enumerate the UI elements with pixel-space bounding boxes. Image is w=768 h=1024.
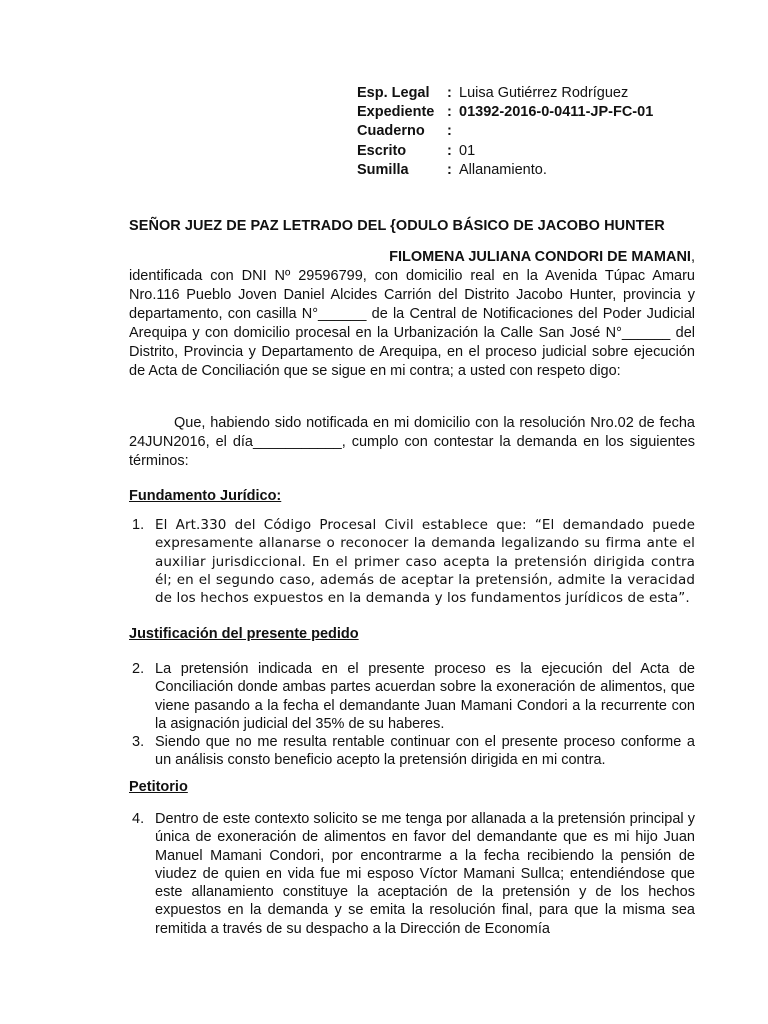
list-item-text: Dentro de este contexto solicito se me tenga por allanada a la pretensión principal y única de exoneración de alimentos en favor del demandante que es mi hijo Juan Manuel Mamani Condori, por encontrarme a la fecha recibiendo la pensión de viudez de quien en vida fue mi esposo Víctor Mamani Sullca; entendiéndose que este allanamiento constituye la aceptación de la pretensión y de los hechos expuestos en la demanda y se emita la resolución final, para que la misma sea remitida a través de su despacho a la Dirección de Economía [155,811,695,937]
header-row-esp-legal [357,84,653,103]
header-label: Sumilla [357,161,409,178]
petitioner-name-suffix: , [690,249,695,265]
petitioner-name-line [129,248,695,267]
header-row-sumilla [357,161,653,180]
list-item-number: 2. [132,661,145,677]
list-item [129,810,695,938]
case-header [357,84,653,180]
list-item-text: El Art.330 del Código Procesal Civil establece que: “El demandado puede expresamente allanarse o reconocer la demanda legalizando su firma ante el auxiliar jurisdiccional. En el primer caso acepta la pretensión dirigida contra él; en el segundo caso, además de aceptar la pretensión, admite la veracidad de los hechos expuestos en la demanda y los fundamentos jurídicos de esta”. [155,517,695,607]
list-item [129,733,695,770]
header-colon: : [447,85,452,101]
header-colon: : [447,161,452,178]
list-item-text: Siendo que no me resulta rentable continuar con el presente proceso conforme a un análisis consto beneficio acepto la pretensión dirigida en mi contra. [155,734,695,769]
list-item-text: La pretensión indicada en el presente proceso es la ejecución del Acta de Conciliación donde ambas partes acuerdan sobre la exoneración de alimentos, que viene pasando a la fecha el demandante Juan Mamani Condori a la recurrente con la asignación judicial del 35% de su haberes. [155,661,695,732]
header-value: Luisa Gutiérrez Rodríguez [459,85,629,101]
petitioner-name: FILOMENA JULIANA CONDORI DE MAMANI [389,249,691,265]
header-row-expediente [357,103,653,122]
list-item [129,660,695,733]
list-item [129,516,695,607]
header-value: Allanamiento. [459,161,547,178]
header-value [459,122,653,141]
section-title-justificacion: Justificación del presente pedido [129,626,359,642]
notification-paragraph: Que, habiendo sido notificada en mi domicilio con la resolución Nro.02 de fecha 24JUN2016, el día___________, cumplo con contestar la demanda en los siguientes términos: [129,415,695,469]
header-row-escrito [357,142,653,161]
list-item-number: 4. [132,811,145,827]
header-label: Expediente [357,104,435,121]
header-label: Cuaderno [357,123,425,140]
header-row-cuaderno [357,122,653,141]
header-value: 01 [459,142,476,159]
header-value: 01392-2016-0-0411-JP-FC-01 [459,104,654,121]
header-colon: : [447,142,452,159]
header-label: Esp. Legal [357,85,430,101]
section-title-petitorio: Petitorio [129,779,188,795]
list-item-number: 3. [132,734,145,750]
section-title-fundamento: Fundamento Jurídico: [129,488,282,504]
intro-text: identificada con DNI Nº 29596799, con domicilio real en la Avenida Túpac Amaru Nro.116 Pueblo Joven Daniel Alcides Carrión del Distrito Jacobo Hunter, provincia y departamento, con casilla N°______ de la Central de Notificaciones del Poder Judicial Arequipa y con domicilio procesal en la Urbanización la Calle San José N°______ del Distrito, Provincia y Departamento de Arequipa, en el proceso judicial sobre ejecución de Acta de Conciliación que se sigue en mi contra; a usted con respeto digo: [129,268,695,379]
intro-paragraph [129,248,695,381]
addressee-line: SEÑOR JUEZ DE PAZ LETRADO DEL {ODULO BÁSICO DE JACOBO HUNTER [129,218,665,234]
list-item-number: 1. [132,517,145,533]
header-colon: : [447,104,452,121]
header-colon: : [447,123,452,140]
header-label: Escrito [357,142,407,159]
